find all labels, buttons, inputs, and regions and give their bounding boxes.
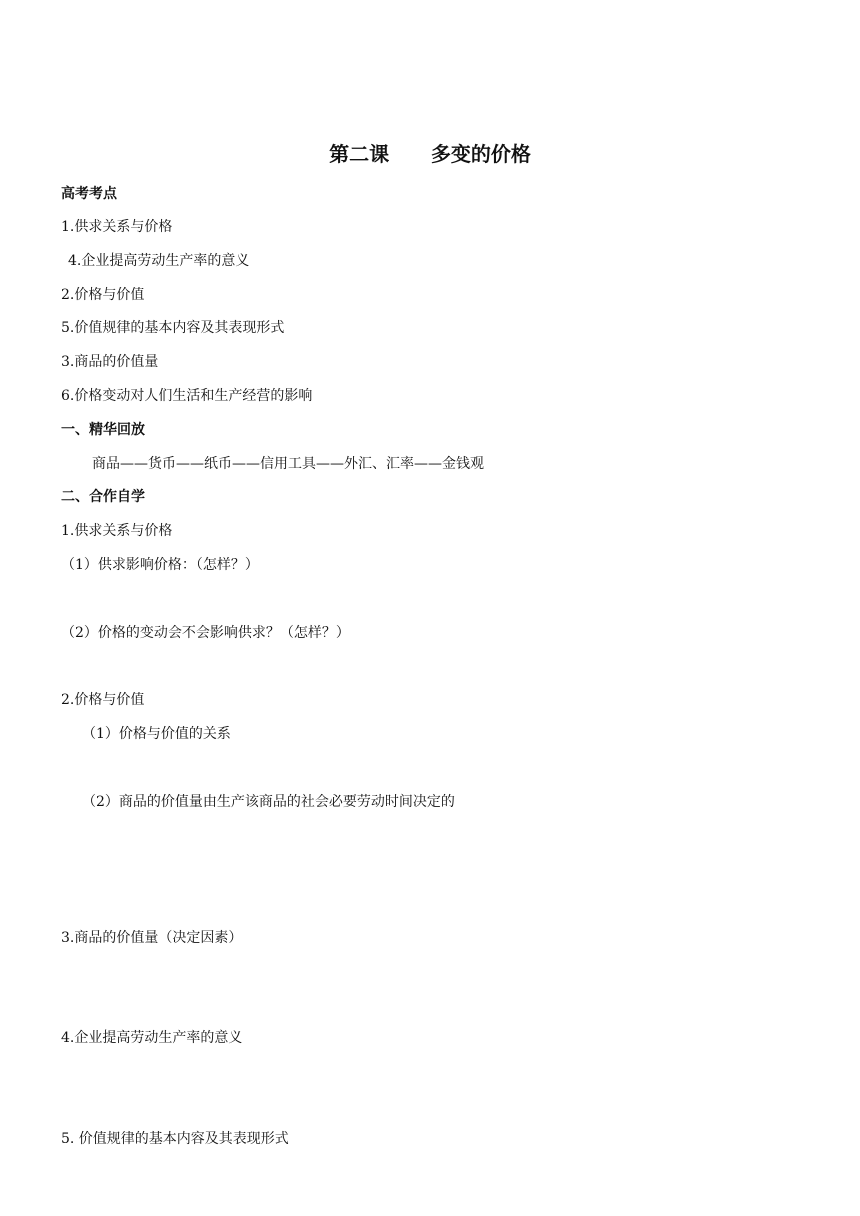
section1-heading: 一、精华回放 (61, 422, 145, 438)
topic-1-title: 1.供求关系与价格 (61, 523, 173, 539)
topic-1-question-2: （2）价格的变动会不会影响供求？（怎样？） (61, 625, 350, 641)
topic-2-question-1: （1）价格与价值的关系 (82, 726, 231, 742)
section1-content: 商品——货币——纸币——信用工具——外汇、汇率——金钱观 (92, 456, 484, 472)
kaodian-item-6: 6.价格变动对人们生活和生产经营的影响 (61, 388, 313, 404)
kaodian-item-3: 3.商品的价值量 (61, 354, 159, 370)
kaodian-heading: 高考考点 (61, 186, 117, 202)
kaodian-item-1: 1.供求关系与价格 (61, 219, 173, 235)
kaodian-item-4: 4.企业提高劳动生产率的意义 (68, 253, 250, 269)
topic-2-title: 2.价格与价值 (61, 692, 145, 708)
topic-3-title: 3.商品的价值量（决定因素） (61, 930, 243, 946)
topic-4-title: 4.企业提高劳动生产率的意义 (61, 1030, 243, 1046)
page-title: 第二课 多变的价格 (329, 142, 531, 166)
kaodian-item-2: 2.价格与价值 (61, 287, 145, 303)
topic-1-question-1: （1）供求影响价格：（怎样？） (61, 557, 259, 573)
topic-5-title: 5. 价值规律的基本内容及其表现形式 (61, 1131, 289, 1147)
kaodian-item-5: 5.价值规律的基本内容及其表现形式 (61, 320, 285, 336)
topic-2-question-2: （2）商品的价值量由生产该商品的社会必要劳动时间决定的 (82, 794, 455, 810)
section2-heading: 二、合作自学 (61, 489, 145, 505)
